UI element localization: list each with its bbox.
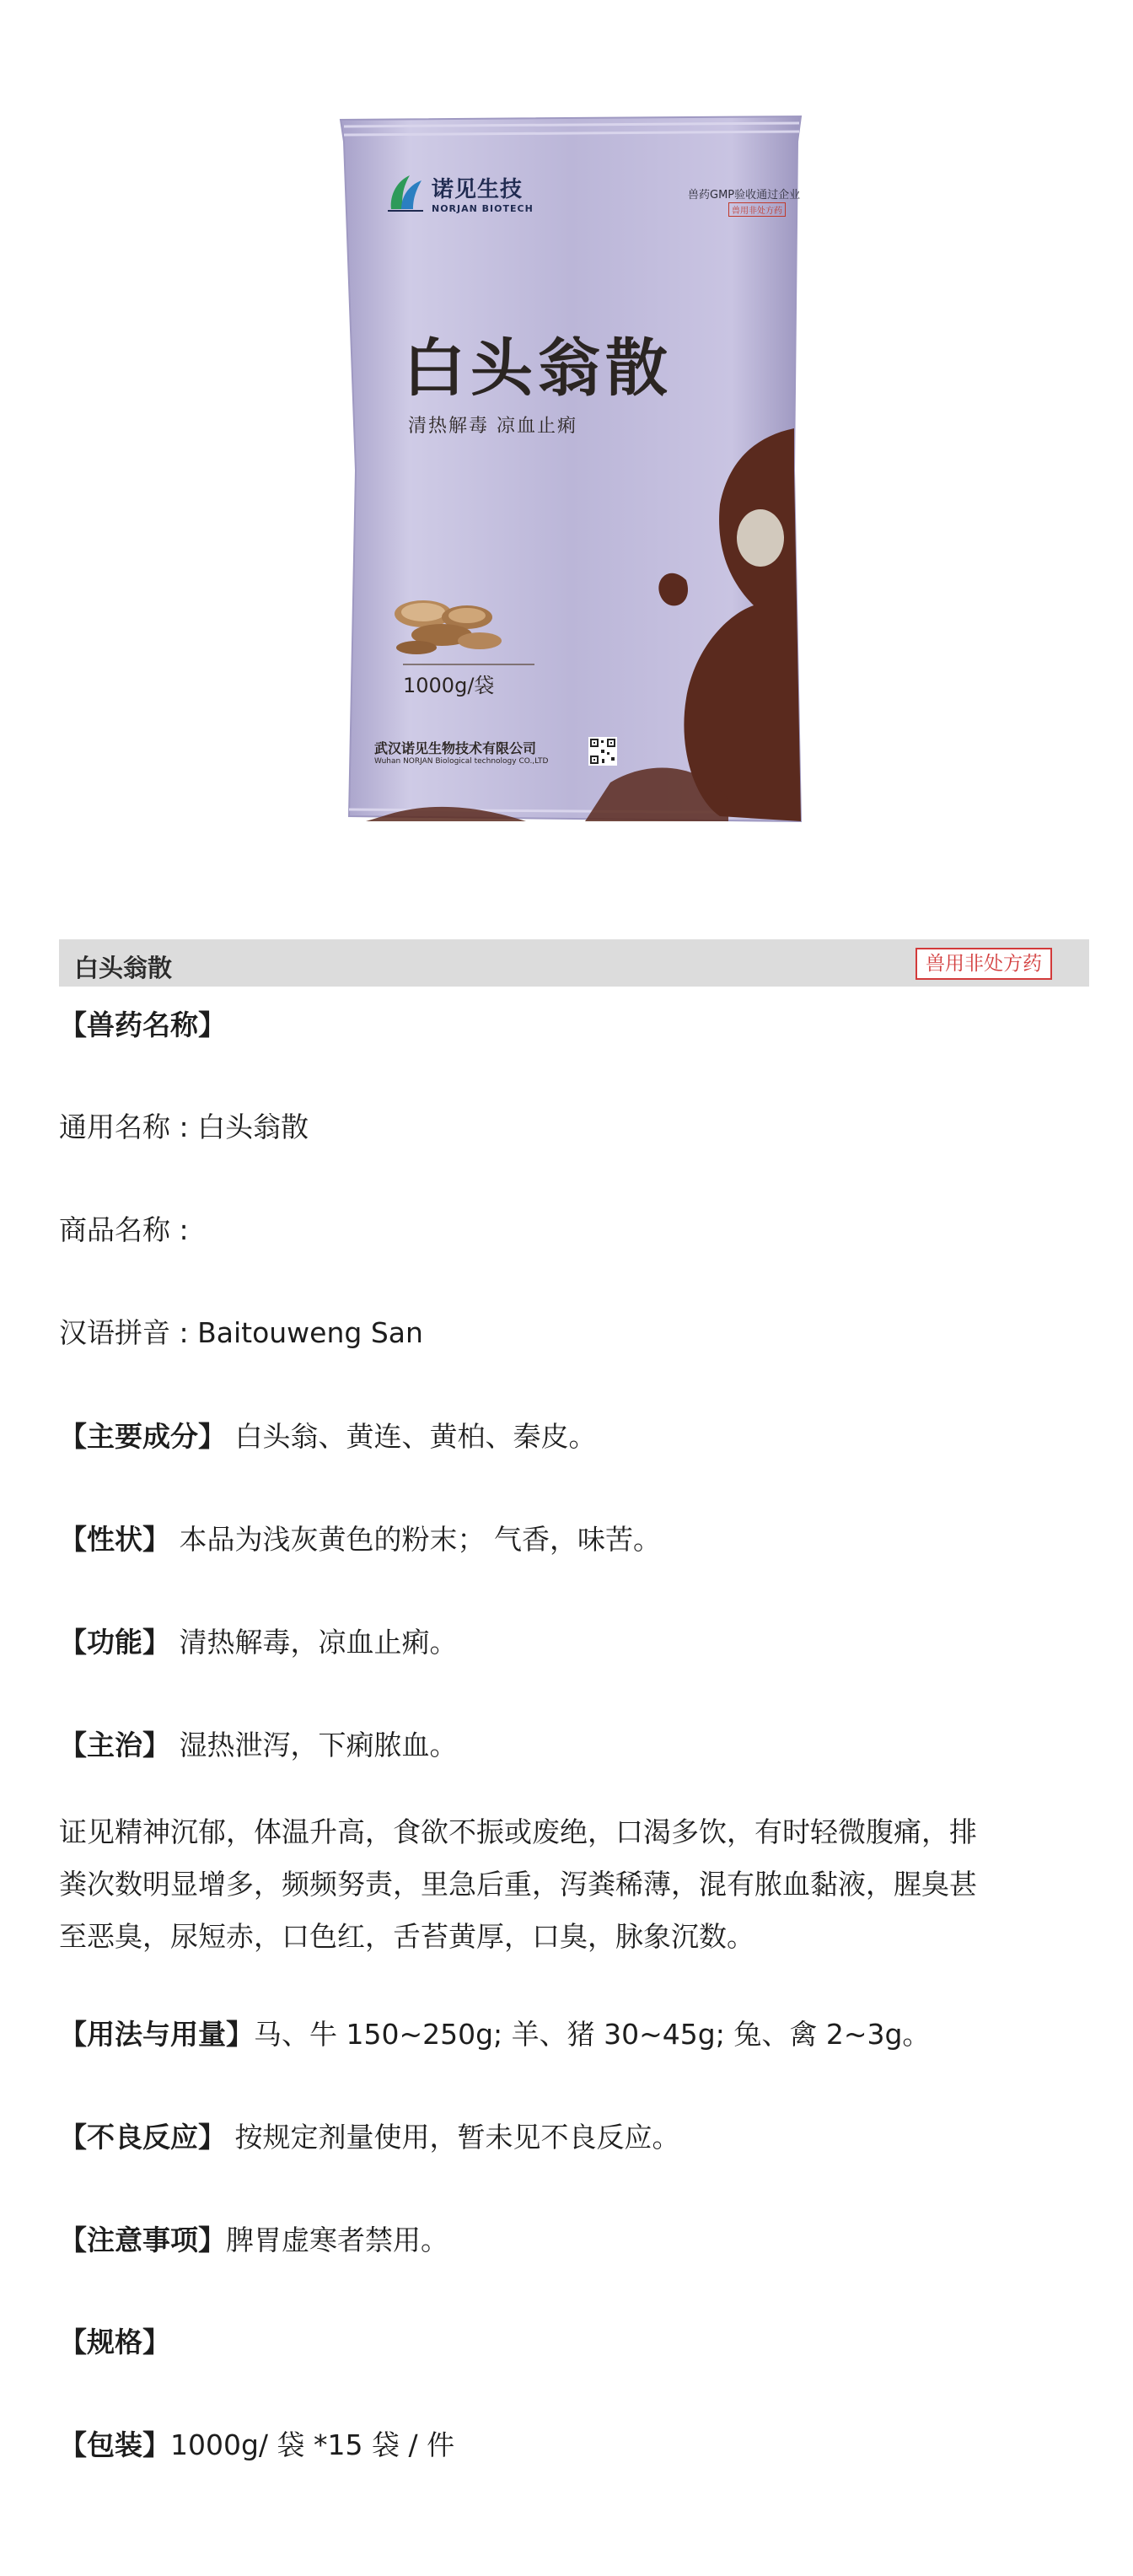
dosage-label: 【用法与用量】 [59,2018,254,2051]
character-line [59,1518,1082,1557]
ingredients-value: 白头翁、黄连、黄柏、秦皮。 [226,1420,597,1453]
function-line [59,1621,1082,1660]
qr-code-icon [588,737,617,766]
leaf-logo-icon [384,172,427,214]
function-value: 清热解毒，凉血止痢。 [170,1626,458,1659]
product-title-bar [59,939,1089,987]
brand-logo-block [384,172,534,214]
pinyin-line: 汉语拼音 : Baitouweng San [59,1316,423,1349]
specification-label: 【规格】 [59,2326,170,2358]
packet-slogan: 清热解毒 凉血止痢 [408,416,577,437]
indication-line [59,1724,1082,1763]
package-label: 【包装】 [59,2428,170,2461]
caution-label: 【注意事项】 [59,2224,226,2256]
ingredients-line [59,1415,1082,1455]
product-packet-area [0,0,1133,877]
indication-value: 湿热泄泻，下痢脓血。 [170,1729,458,1761]
symptoms-paragraph [59,1806,1082,1963]
character-value: 本品为浅灰黄色的粉末； 气香，味苦。 [170,1523,661,1556]
specification-line [59,2321,1082,2360]
package-value: 1000g/ 袋 *15 袋 / 件 [170,2428,455,2461]
brand-name-en: NORJAN BIOTECH [432,203,534,214]
adverse-reaction-line [59,2116,1082,2155]
dosage-value: 马、牛 150~250g; 羊、猪 30~45g; 兔、禽 2~3g。 [254,2018,931,2051]
adverse-reaction-label: 【不良反应】 [59,2121,226,2154]
function-label: 【功能】 [59,1626,170,1659]
generic-name-line: 通用名称 : 白头翁散 [59,1111,309,1143]
adverse-reaction-value: 按规定剂量使用，暂未见不良反应。 [226,2121,680,2154]
dosage-line [59,2013,1082,2052]
product-packet-image [332,108,809,830]
indication-label: 【主治】 [59,1729,170,1761]
caution-line [59,2218,1082,2258]
drug-name-header-label: 【兽药名称】 [59,1008,226,1041]
character-label: 【性状】 [59,1523,170,1556]
product-title: 白头翁散 [74,954,173,982]
symptoms-line-2: 粪次数明显增多，频频努责，里急后重，泻粪稀薄，混有脓血黏液，腥臭甚 [59,1868,977,1901]
packet-otc-label: 兽用非处方药 [728,202,786,217]
brand-name-cn: 诺见生技 [432,177,524,202]
package-line [59,2423,1082,2463]
packet-company-cn: 武汉诺见生物技术有限公司 [374,740,537,756]
packet-weight: 1000g/袋 [403,674,495,697]
packet-product-name: 白头翁散 [403,332,673,405]
ingredients-label: 【主要成分】 [59,1420,226,1453]
packet-company-en: Wuhan NORJAN Biological technology CO.,LTD [374,757,549,766]
caution-value: 脾胃虚寒者禁用。 [226,2224,448,2256]
symptoms-line-3: 至恶臭，尿短赤，口色红，舌苔黄厚，口臭，脉象沉数。 [59,1920,754,1953]
drug-name-header [59,1003,1082,1043]
symptoms-line-1: 证见精神沉郁，体温升高，食欲不振或废绝，口渴多饮，有时轻微腹痛，排 [59,1815,977,1848]
otc-drug-badge: 兽用非处方药 [916,948,1052,980]
gmp-certification-text: 兽药GMP验收通过企业 [688,189,801,202]
trade-name-line: 商品名称 : [59,1213,189,1246]
